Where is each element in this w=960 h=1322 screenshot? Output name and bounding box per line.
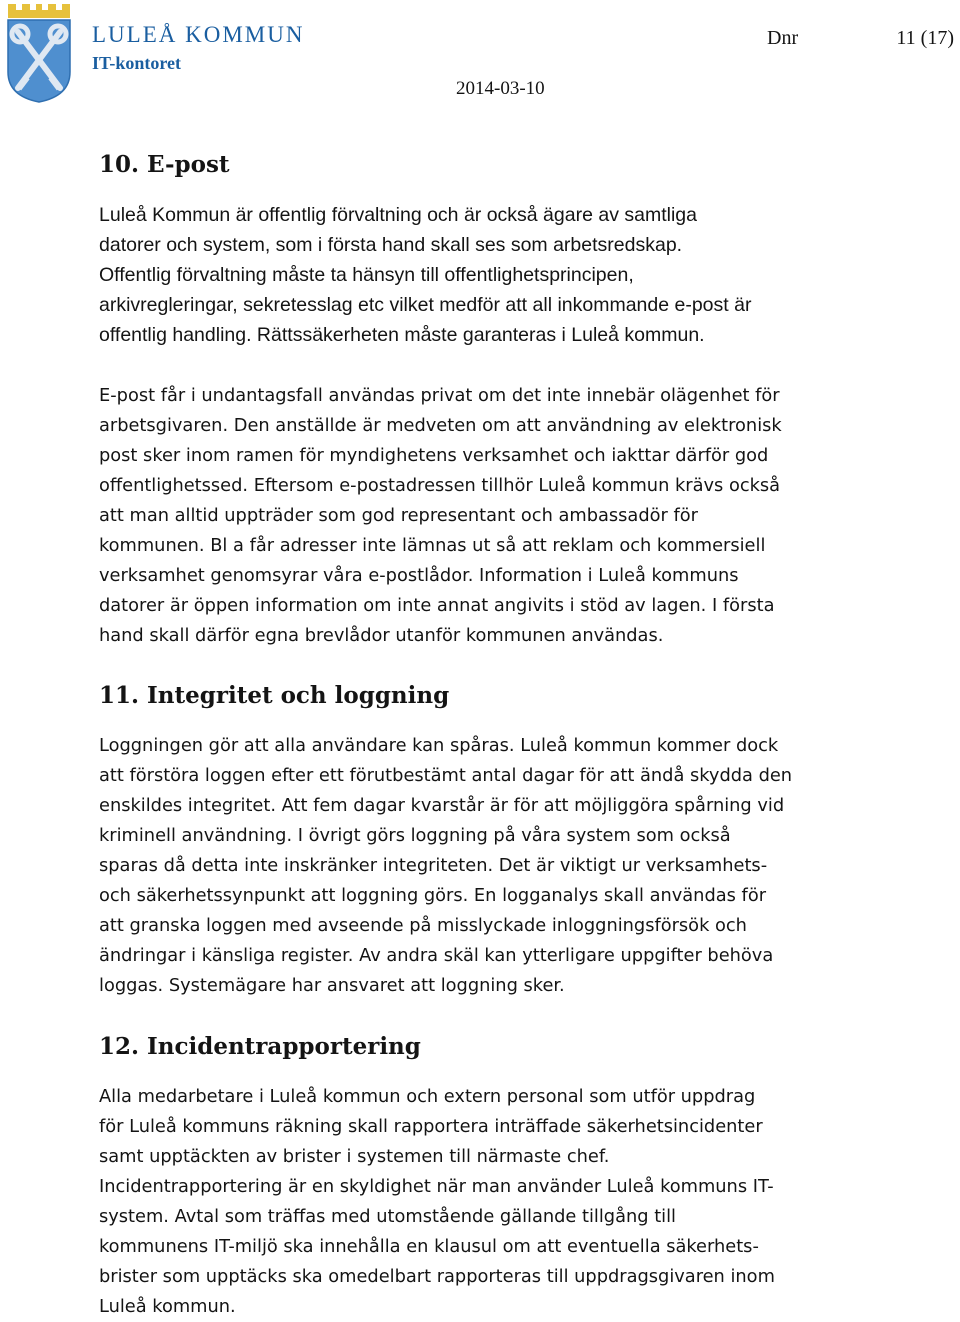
text-line: Loggningen gör att alla användare kan spåras. Luleå kommun kommer dock (99, 735, 779, 756)
text-line: offentlig handling. Rättssäkerheten måste garanteras i Luleå kommun. (99, 324, 705, 346)
text-line: datorer är öppen information om inte annat angivits i stöd av lagen. I första (99, 595, 775, 616)
text-line: arbetsgivaren. Den anställde är medveten om att användning av elektronisk (99, 415, 782, 436)
organization-name: LULEÅ KOMMUN (92, 22, 305, 47)
page-number: 11 (17) (896, 27, 954, 49)
text-line: Alla medarbetare i Luleå kommun och extern personal som utför uppdrag (99, 1086, 756, 1107)
text-line: att man alltid uppträder som god representant och ambassadör för (99, 505, 698, 526)
section-heading: 11. Integritet och loggning (99, 682, 450, 709)
paragraph (99, 731, 879, 1001)
text-line: datorer och system, som i första hand skall ses som arbetsredskap. (99, 234, 683, 256)
text-line: att förstöra loggen efter ett förutbestämt antal dagar för att ändå skydda den (99, 765, 793, 786)
city-coat-of-arms-icon (4, 0, 74, 104)
paragraph (99, 381, 879, 651)
text-line: att granska loggen med avseende på misslyckade inloggningsförsök och (99, 915, 747, 936)
text-line: brister som upptäcks ska omedelbart rapporteras till uppdragsgivaren inom (99, 1266, 775, 1287)
text-line: kommunen. Bl a får adresser inte lämnas ut så att reklam och kommersiell (99, 535, 766, 556)
section-heading: 12. Incidentrapportering (99, 1033, 421, 1060)
text-line: verksamhet genomsyrar våra e-postlådor. Information i Luleå kommuns (99, 565, 739, 586)
section-heading: 10. E-post (99, 151, 230, 178)
text-line: sparas då detta inte inskränker integriteten. Det är viktigt ur verksamhets- (99, 855, 768, 876)
text-line: arkivregleringar, sekretesslag etc vilket medför att all inkommande e-post är (99, 294, 752, 316)
text-line: system. Avtal som träffas med utomstående gällande tillgång till (99, 1206, 676, 1227)
paragraph (99, 1082, 879, 1322)
department-name: IT-kontoret (92, 53, 182, 73)
text-line: ändringar i känsliga register. Av andra skäl kan ytterligare uppgifter behöva (99, 945, 774, 966)
text-line: kommunens IT-miljö ska innehålla en klausul om att eventuella säkerhets- (99, 1236, 759, 1257)
text-line: loggas. Systemägare har ansvaret att loggning sker. (99, 975, 565, 996)
text-line: hand skall därför egna brevlådor utanför kommunen användas. (99, 625, 664, 646)
dnr-label: Dnr (767, 27, 799, 49)
text-line: kriminell användning. I övrigt görs loggning på våra system som också (99, 825, 731, 846)
text-line: och säkerhetssynpunkt att loggning görs. En logganalys skall användas för (99, 885, 767, 906)
text-line: Offentlig förvaltning måste ta hänsyn till offentlighetsprincipen, (99, 264, 634, 286)
text-line: E-post får i undantagsfall användas privat om det inte innebär olägenhet för (99, 385, 780, 406)
text-line: enskildes integritet. Att fem dagar kvarstår är för att möjliggöra spårning vid (99, 795, 785, 816)
text-line: offentlighetssed. Eftersom e-postadressen tillhör Luleå kommun krävs också (99, 475, 781, 496)
text-line: Luleå Kommun är offentlig förvaltning och är också ägare av samtliga (99, 204, 697, 226)
text-line: för Luleå kommuns räkning skall rapportera inträffade säkerhetsincidenter (99, 1116, 763, 1137)
text-line: samt upptäckten av brister i systemen till närmaste chef. (99, 1146, 610, 1167)
paragraph (99, 200, 879, 350)
text-line: post sker inom ramen för myndighetens verksamhet och iakttar därför god (99, 445, 769, 466)
text-line: Incidentrapportering är en skyldighet när man använder Luleå kommuns IT- (99, 1176, 774, 1197)
document-date: 2014-03-10 (456, 78, 545, 99)
text-line: Luleå kommun. (99, 1296, 236, 1317)
